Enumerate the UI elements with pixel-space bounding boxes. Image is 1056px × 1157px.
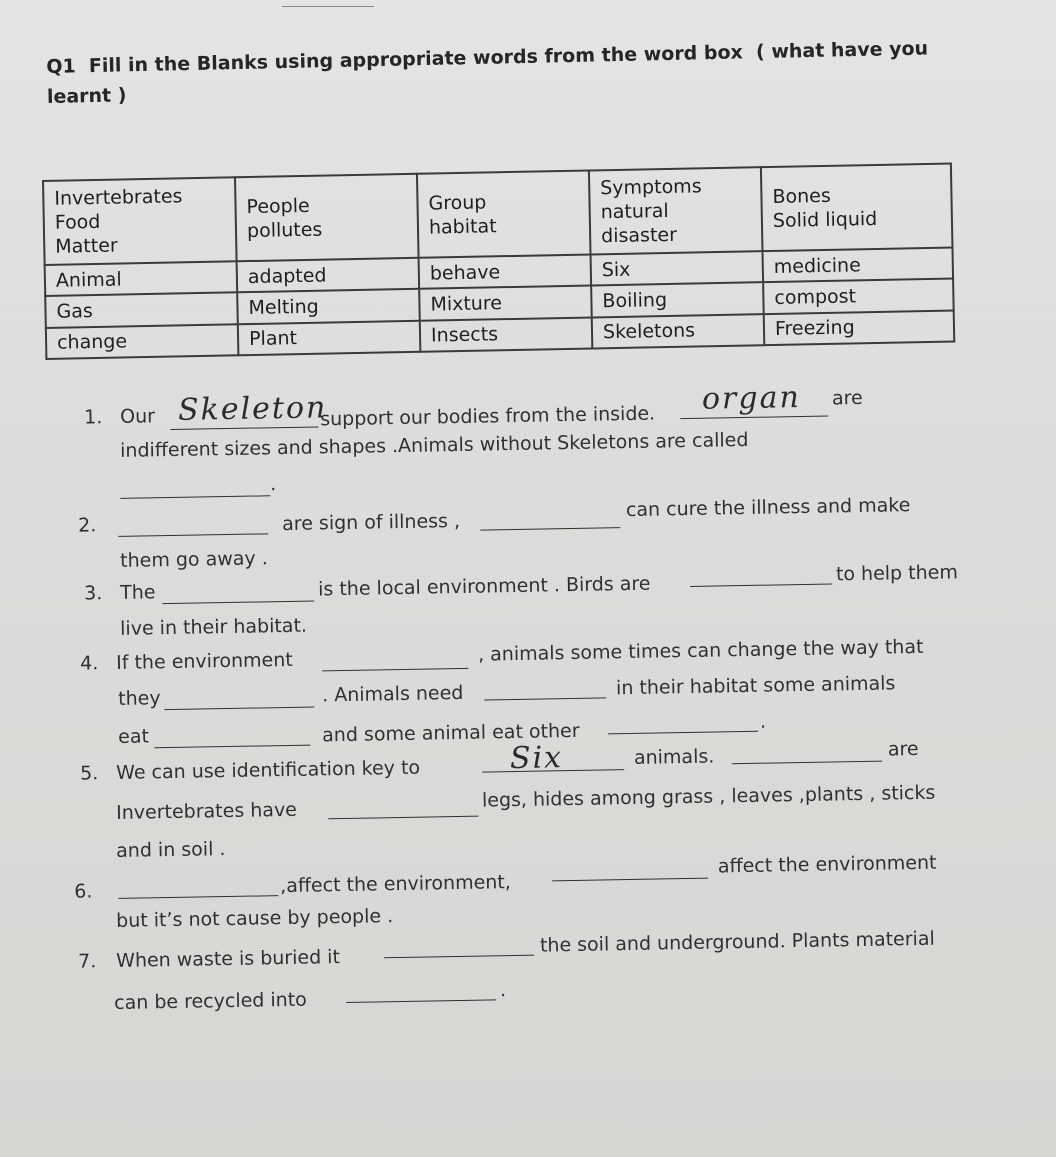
word-cell: Insects [420, 317, 593, 352]
answer-blank[interactable] [690, 583, 832, 586]
word-cell: Group habitat [417, 170, 591, 257]
word-cell: compost [763, 279, 954, 314]
item-text: When waste is buried it [115, 946, 341, 972]
item-1-line-1 [0, 380, 1056, 431]
handwritten-answer: organ [701, 380, 802, 417]
item-5-line-1 [0, 737, 1056, 785]
question-line-2: learnt ) [46, 84, 127, 108]
item-text: to help them [835, 561, 959, 586]
answer-blank[interactable] [118, 895, 278, 899]
item-text: legs, hides among grass , leaves ,plants , sticks [481, 781, 936, 812]
word-cell: Freezing [764, 310, 955, 345]
word-cell: adapted [237, 258, 420, 293]
item-text: The [119, 581, 156, 604]
word-cell: Animal [45, 261, 238, 296]
word-box [42, 163, 955, 360]
answer-blank[interactable] [484, 697, 606, 700]
word-cell: Mixture [419, 286, 592, 321]
item-text: they [117, 687, 161, 710]
item-5-line-3 [0, 824, 1056, 862]
word-cell: Skeletons [592, 314, 765, 349]
answer-blank[interactable] [480, 527, 620, 530]
answer-blank[interactable] [346, 999, 496, 1003]
item-5-line-2 [0, 781, 1056, 824]
word-cell: Plant [238, 320, 421, 355]
word-cell: Invertebrates Food Matter [43, 177, 237, 265]
item-number: 4. [79, 652, 99, 675]
item-text: are [831, 386, 863, 410]
handwritten-answer: Skeleton [177, 390, 328, 428]
word-box-table [42, 163, 955, 360]
item-text: . [759, 710, 767, 733]
item-text: but it’s not cause by people . [115, 905, 394, 932]
item-number: 3. [83, 582, 103, 605]
item-3-line-2 [0, 602, 1056, 640]
item-text: is the local environment . Birds are [317, 572, 651, 601]
question-title [46, 34, 929, 112]
word-cell: medicine [762, 248, 953, 283]
word-cell: behave [419, 254, 592, 289]
item-text: and in soil . [115, 838, 226, 862]
item-text: are [887, 737, 919, 761]
item-text: are sign of illness , [281, 509, 461, 536]
item-2-line-1 [0, 494, 1056, 537]
item-number: 7. [77, 950, 97, 973]
item-1-line-3 [0, 462, 1056, 496]
answer-blank[interactable] [118, 533, 268, 537]
word-cell: Bones Solid liquid [761, 164, 953, 252]
item-text: Invertebrates have [115, 798, 298, 824]
answer-blank[interactable] [608, 731, 758, 735]
item-text: can be recycled into [113, 988, 307, 1015]
item-text: animals. [633, 745, 715, 769]
question-line-1: Q1 Fill in the Blanks using appropriate words from the word box ( what have you [46, 37, 929, 78]
item-text: ,affect the environment, [279, 871, 512, 898]
handwritten-answer: Six [509, 740, 564, 777]
item-number: 1. [83, 406, 103, 429]
item-6-line-1 [0, 851, 1056, 903]
answer-blank[interactable] [328, 816, 478, 820]
item-text: . Animals need [321, 681, 464, 707]
item-text: We can use identification key to [115, 756, 421, 784]
item-4-line-3 [0, 710, 1056, 748]
top-rule [282, 6, 374, 7]
item-text: If the environment [115, 648, 293, 674]
answer-blank[interactable] [384, 955, 534, 959]
item-text: and some animal eat other [321, 719, 580, 747]
item-text: affect the environment [717, 851, 937, 878]
item-text: indifferent sizes and shapes .Animals without Skeletons are called [119, 428, 749, 462]
answer-blank[interactable] [164, 707, 314, 711]
item-2-line-2 [0, 534, 1056, 572]
answer-blank[interactable] [120, 495, 270, 499]
item-7-line-2 [0, 976, 1056, 1015]
answer-blank[interactable] [322, 668, 468, 672]
item-number: 5. [79, 762, 99, 785]
item-text: the soil and underground. Plants material [539, 927, 935, 957]
word-cell: People pollutes [235, 174, 419, 261]
word-cell: Boiling [591, 283, 764, 318]
item-7-line-1 [0, 927, 1056, 973]
word-cell: change [46, 324, 239, 359]
item-text: support our bodies from the inside. [320, 402, 656, 431]
item-text: eat [117, 725, 150, 748]
item-text: in their habitat some animals [615, 672, 896, 700]
answer-blank[interactable] [162, 601, 314, 605]
item-4-line-2 [0, 672, 1056, 710]
word-cell: Symptoms natural disaster [589, 167, 763, 254]
item-text: can cure the illness and make [625, 494, 911, 522]
item-text: them go away . [119, 547, 268, 572]
item-number: 6. [74, 880, 93, 903]
item-text: live in their habitat. [119, 614, 308, 640]
item-number: 2. [77, 514, 97, 537]
item-text: , animals some times can change the way that [477, 635, 924, 666]
word-cell: Melting [237, 289, 420, 324]
word-cell: Six [591, 251, 764, 286]
item-text: . [269, 473, 277, 496]
answer-blank[interactable] [154, 745, 310, 749]
item-text: Our [119, 405, 156, 428]
item-text: . [499, 979, 507, 1002]
answer-blank[interactable] [732, 761, 882, 765]
word-cell: Gas [45, 293, 238, 328]
answer-blank[interactable] [552, 878, 708, 882]
